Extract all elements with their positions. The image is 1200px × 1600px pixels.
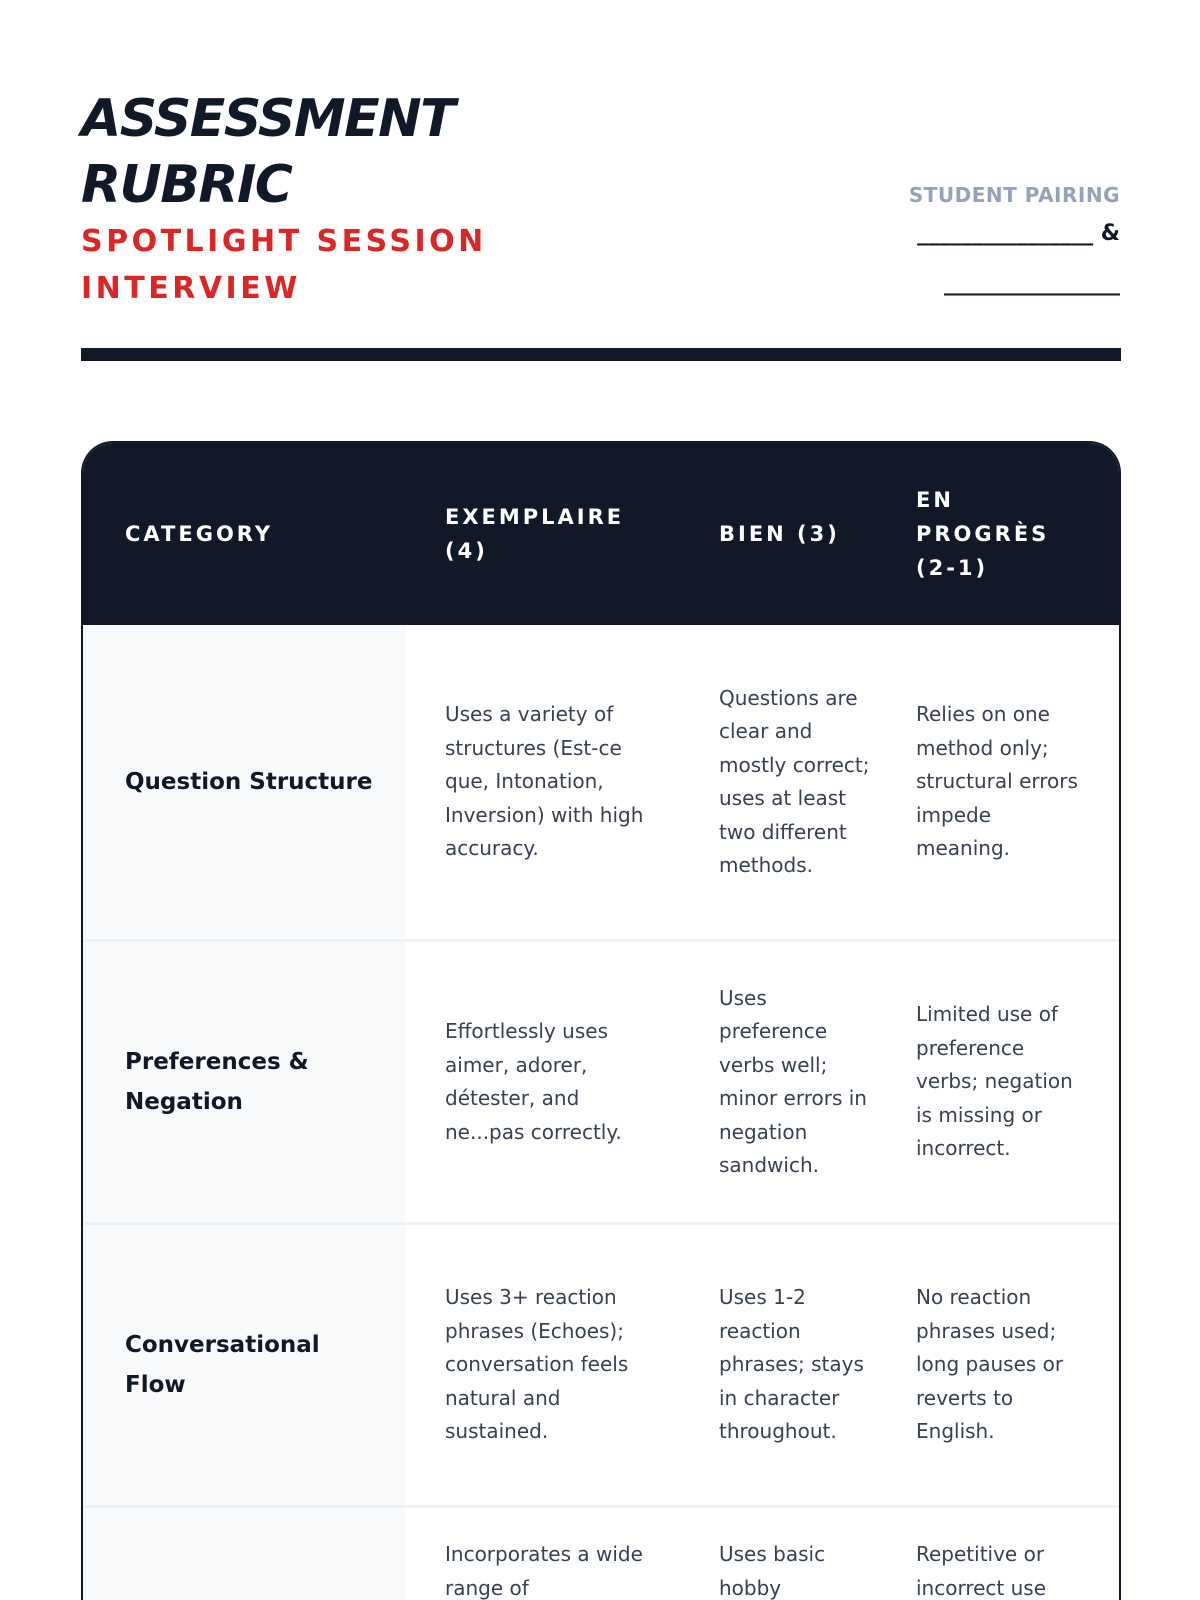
title-block — [81, 86, 641, 312]
header-category: CATEGORY — [83, 443, 405, 625]
rubric-table — [83, 443, 1119, 1600]
student-pairing-label: STUDENT PAIRING — [908, 183, 1120, 207]
bien-cell: Uses preference verbs well; minor errors in negation sandwich. — [679, 941, 896, 1224]
category-cell: Question Structure — [83, 625, 405, 941]
table-row — [83, 1507, 1119, 1600]
exemplaire-cell: Uses a variety of structures (Est-ce que, Intonation, Inversion) with high accuracy. — [405, 625, 679, 941]
page-subtitle: SPOTLIGHT SESSION INTERVIEW — [81, 224, 487, 306]
exemplaire-cell: Effortlessly uses aimer, adorer, détester, and ne...pas correctly. — [405, 941, 679, 1224]
rubric-table-container — [81, 441, 1121, 1600]
bien-cell: Uses 1-2 reaction phrases; stays in character throughout. — [679, 1224, 896, 1507]
en-progres-cell: Relies on one method only; structural errors impede meaning. — [896, 625, 1119, 941]
table-row — [83, 941, 1119, 1224]
en-progres-cell: No reaction phrases used; long pauses or reverts to English. — [896, 1224, 1119, 1507]
exemplaire-cell: Uses 3+ reaction phrases (Echoes); conversation feels natural and sustained. — [405, 1224, 679, 1507]
table-row — [83, 625, 1119, 941]
bien-cell: Uses basic hobby — [679, 1507, 896, 1600]
en-progres-cell: Limited use of preference verbs; negation is missing or incorrect. — [896, 941, 1119, 1224]
category-cell: Conversational Flow — [83, 1224, 405, 1507]
page-title: ASSESSMENT RUBRIC — [81, 89, 455, 215]
en-progres-cell: Repetitive or incorrect use — [896, 1507, 1119, 1600]
table-row — [83, 1224, 1119, 1507]
category-cell — [83, 1507, 405, 1600]
bien-cell: Questions are clear and mostly correct; uses at least two different methods. — [679, 625, 896, 941]
category-cell: Preferences & Negation — [83, 941, 405, 1224]
student-name-line-2: ________________ — [944, 271, 1120, 296]
header-exemplaire: EXEMPLAIRE (4) — [405, 443, 679, 625]
header-bien: BIEN (3) — [679, 443, 896, 625]
table-header-row — [83, 443, 1119, 625]
student-pairing — [909, 181, 1120, 309]
student-name-line-1: ________________ & — [917, 221, 1120, 246]
header-en-progres: EN PROGRÈS (2-1) — [896, 443, 1119, 625]
header-divider — [81, 348, 1121, 361]
exemplaire-cell: Incorporates a wide range of — [405, 1507, 679, 1600]
